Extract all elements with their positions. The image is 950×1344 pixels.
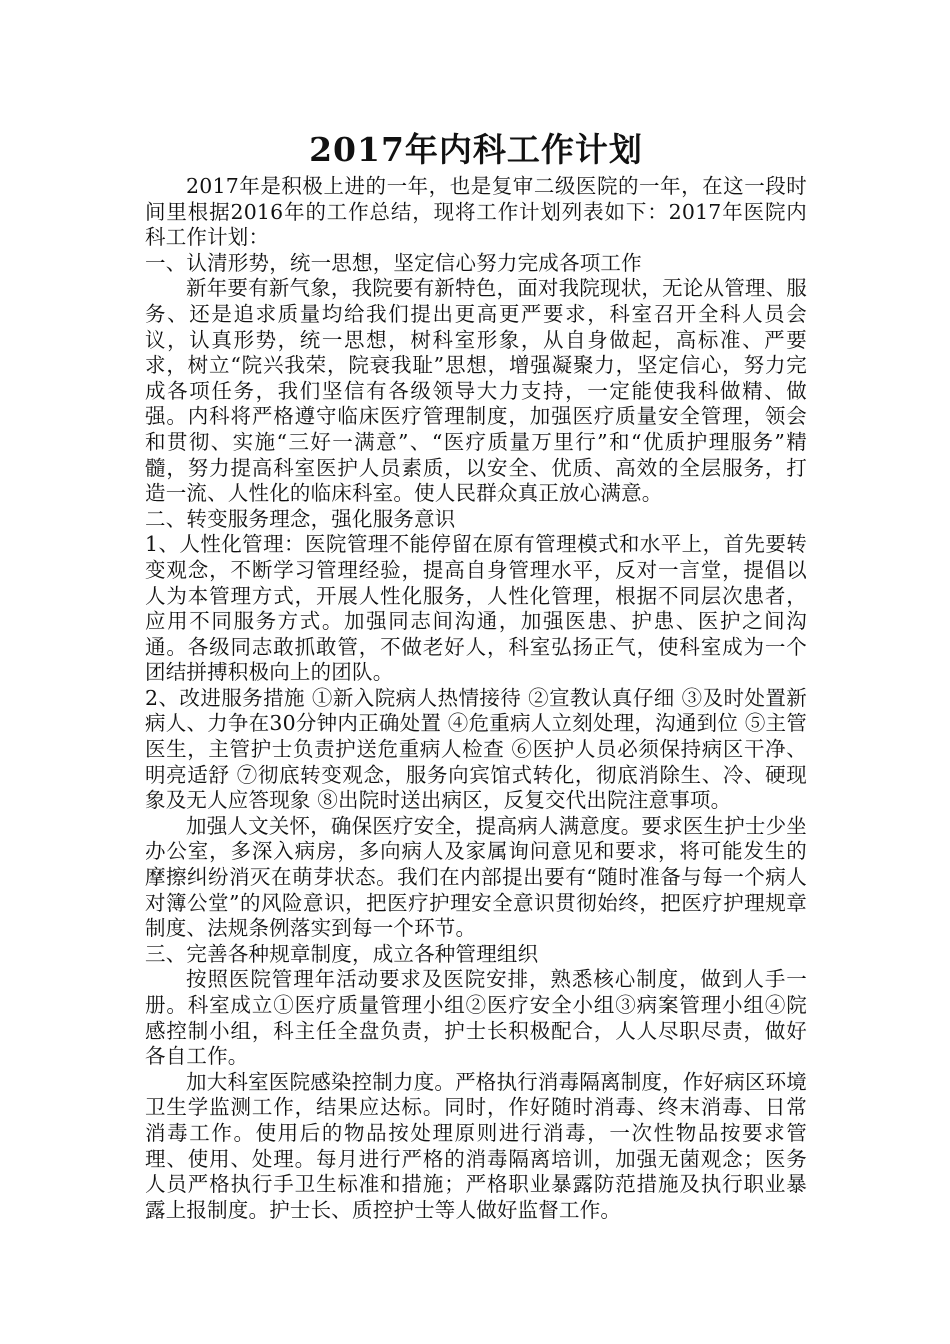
paragraph-humanized-management: 1、人性化管理：医院管理不能停留在原有管理模式和水平上，首先要转变观念，不断学习管理经验，提高自身管理水平，反对一言堂，提倡以人为本管理方式，开展人性化服务，人性化管理，根据不同层次患者，应用不同服务方式。加强同志间沟通，加强医患、护患、医护之间沟通。各级同志敢抓敢管，不做老好人，科室弘扬正气，使科室成为一个团结拼搏积极向上的团队。 [145, 532, 807, 685]
document-title: 2017年内科工作计划 [309, 130, 643, 169]
section-heading-3: 三、完善各种规章制度，成立各种管理组织 [145, 941, 539, 966]
paragraph-infection-control: 加大科室医院感染控制力度。严格执行消毒隔离制度，作好病区环境卫生学监测工作，结果应达标。同时，作好随时消毒、终末消毒、日常消毒工作。使用后的物品按处理原则进行消毒，一次性物品按要求管理、使用、处理。每月进行严格的消毒隔离培训，加强无菌观念；医务人员严格执行手卫生标准和措施；严格职业暴露防范措施及执行职业暴露上报制度。护士长、质控护士等人做好监督工作。 [145, 1069, 807, 1222]
paragraph-management-groups: 按照医院管理年活动要求及医院安排，熟悉核心制度，做到人手一册。科室成立①医疗质量管理小组②医疗安全小组③病案管理小组④院感控制小组，科主任全盘负责，护士长积极配合，人人尽职尽责，做好各自工作。 [145, 967, 807, 1069]
paragraph-humanistic-care: 加强人文关怀，确保医疗安全，提高病人满意度。要求医生护士少坐办公室，多深入病房，多向病人及家属询问意见和要求，将可能发生的摩擦纠纷消灭在萌芽状态。我们在内部提出要有“随时准备与每一个病人对簿公堂”的风险意识，把医疗护理安全意识贯彻始终，把医疗护理规章制度、法规条例落实到每一个环节。 [145, 813, 807, 941]
section-heading-2: 二、转变服务理念，强化服务意识 [145, 506, 456, 531]
paragraph-service-measures: 2、改进服务措施 ①新入院病人热情接待 ②宣教认真仔细 ③及时处置新病人、力争在30分钟内正确处置 ④危重病人立刻处理，沟通到位 ⑤主管医生，主管护士负责护送危重病人检查 ⑥医护人员必须保持病区干净、明亮适舒 ⑦彻底转变观念，服务向宾馆式转化，彻底消除生、冷、硬现象及无人应答现象 ⑧出院时送出病区，反复交代出院注意事项。 [145, 685, 807, 813]
paragraph-intro: 2017年是积极上进的一年，也是复审二级医院的一年，在这一段时间里根据2016年的工作总结，现将工作计划列表如下：2017年医院内科工作计划： [145, 174, 807, 250]
paragraph-section-1: 新年要有新气象，我院要有新特色，面对我院现状，无论从管理、服务、还是追求质量均给我们提出更高更严要求，科室召开全科人员会议，认真形势，统一思想，树科室形象，从自身做起，高标准、严要求，树立“院兴我荣，院衰我耻”思想，增强凝聚力，坚定信心，努力完成各项任务，我们坚信有各级领导大力支持，一定能使我科做精、做强。内科将严格遵守临床医疗管理制度，加强医疗质量安全管理，领会和贯彻、实施“三好一满意”、“医疗质量万里行”和“优质护理服务”精髓，努力提高科室医护人员素质，以安全、优质、高效的全层服务，打造一流、人性化的临床科室。使人民群众真正放心满意。 [145, 276, 807, 506]
document-body [145, 128, 807, 1223]
section-heading-1: 一、认清形势，统一思想，坚定信心努力完成各项工作 [145, 250, 642, 275]
